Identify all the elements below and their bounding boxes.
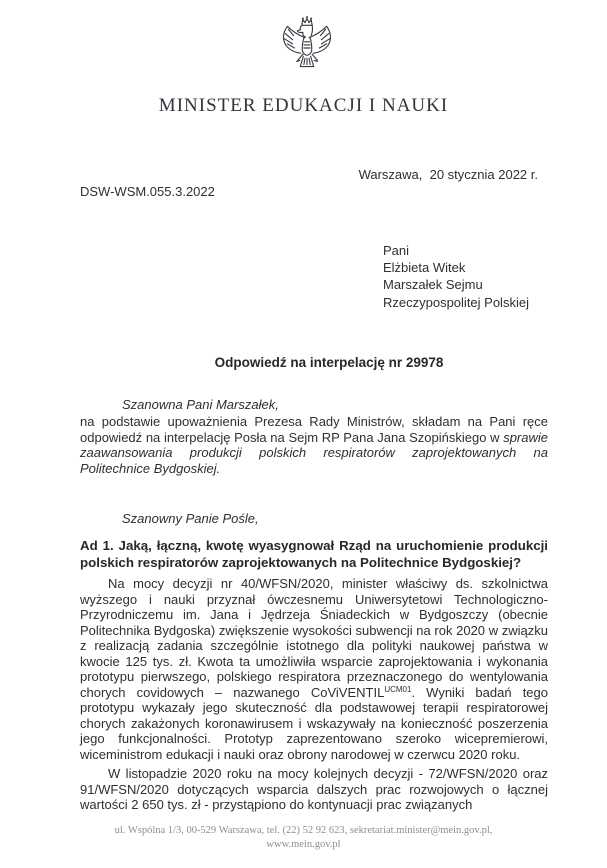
intro-paragraph [80, 414, 548, 476]
footer-address [0, 824, 607, 852]
polish-eagle-emblem [276, 13, 338, 83]
salutation-marszalek: Szanowna Pani Marszałek, [122, 397, 279, 412]
footer-contact-line: ul. Wspólna 1/3, 00-529 Warszawa, tel. (22) 52 92 623, sekretariat.minister@mein.gov.pl, [114, 825, 493, 836]
answer-paragraph-1-text: Na mocy decyzji nr 40/WFSN/2020, minister właściwy ds. szkolnictwa wyższego i nauki przyznał ówczesnemu Uniwersytetowi Technologiczno-Przyrodniczemu im. Jana i Jędrzeja Śniadeckich w Bydgoszczy (obecnie Politechnika Bydgoska) zwiększenie wysokości subwencji na rok 2020 w związku z realizacją zadania szczególnie istotnego dla polityki naukowej państwa w kwocie 125 tys. zł. Kwota ta umożliwiła wsparcie zaprojektowania i wykonania prototypu pierwszego, polskiego respiratora przeznaczonego do wentylowania chorych covidowych – nazwanego CoViVENTIL [80, 576, 548, 700]
answer-paragraph-2: W listopadzie 2020 roku na mocy kolejnych decyzji - 72/WFSN/2020 oraz 91/WFSN/2020 dotyczących wsparcia dalszych prac rozwojowych o łącznej wartości 2 650 tys. zł - przystąpiono do kontynuacji prac związanych [80, 766, 548, 812]
ministry-title: MINISTER EDUKACJI I NAUKI [158, 95, 449, 116]
answer-paragraph-1-continuation: . Wyniki badań tego prototypu wykazały jego skuteczność dla podstawowej terapii respiratorowej chorych zakażonych koronawirusem i wskazywały na konieczność poszerzenia jego funkcjonalności. Prototyp zaprezentowano szeroko wicepremierowi, wiceministrom edukacji i nauki oraz obrony narodowej w czerwcu 2020 roku. [80, 684, 548, 762]
addressee-line-name: Elżbieta Witek [383, 260, 466, 276]
footer-website: www.mein.gov.pl [266, 839, 341, 850]
coviventil-superscript: UCM01 [384, 684, 412, 694]
reference-number: DSW-WSM.055.3.2022 [80, 184, 215, 199]
intro-paragraph-italic-title: sprawie zaawansowania produkcji polskich respiratorów zaprojektowanych na Politechnice Bydgoskiej. [80, 429, 548, 476]
answer-paragraph-1 [80, 576, 548, 762]
place-date-line: Warszawa, 20 stycznia 2022 r. [358, 167, 538, 182]
subject-line: Odpowiedź na interpelację nr 29978 [214, 355, 444, 370]
addressee-block [383, 242, 529, 311]
addressee-line-institution: Rzeczypospolitej Polskiej [383, 294, 529, 310]
question-ad1-heading: Ad 1. Jaką, łączną, kwotę wyasygnował Rząd na uruchomienie produkcji polskich respiratorów zaprojektowanych na Politechnice Bydgoskiej? [80, 538, 548, 570]
addressee-line-title: Marszałek Sejmu [383, 277, 483, 293]
addressee-line-salutation: Pani [383, 243, 410, 258]
intro-paragraph-normal: na podstawie upoważnienia Prezesa Rady Ministrów, składam na Pani ręce odpowiedź na interpelację Posła na Sejm RP Pana Jana Szopińskiego w [80, 414, 548, 445]
answer-body [80, 576, 548, 813]
salutation-posel: Szanowny Panie Pośle, [122, 511, 259, 526]
